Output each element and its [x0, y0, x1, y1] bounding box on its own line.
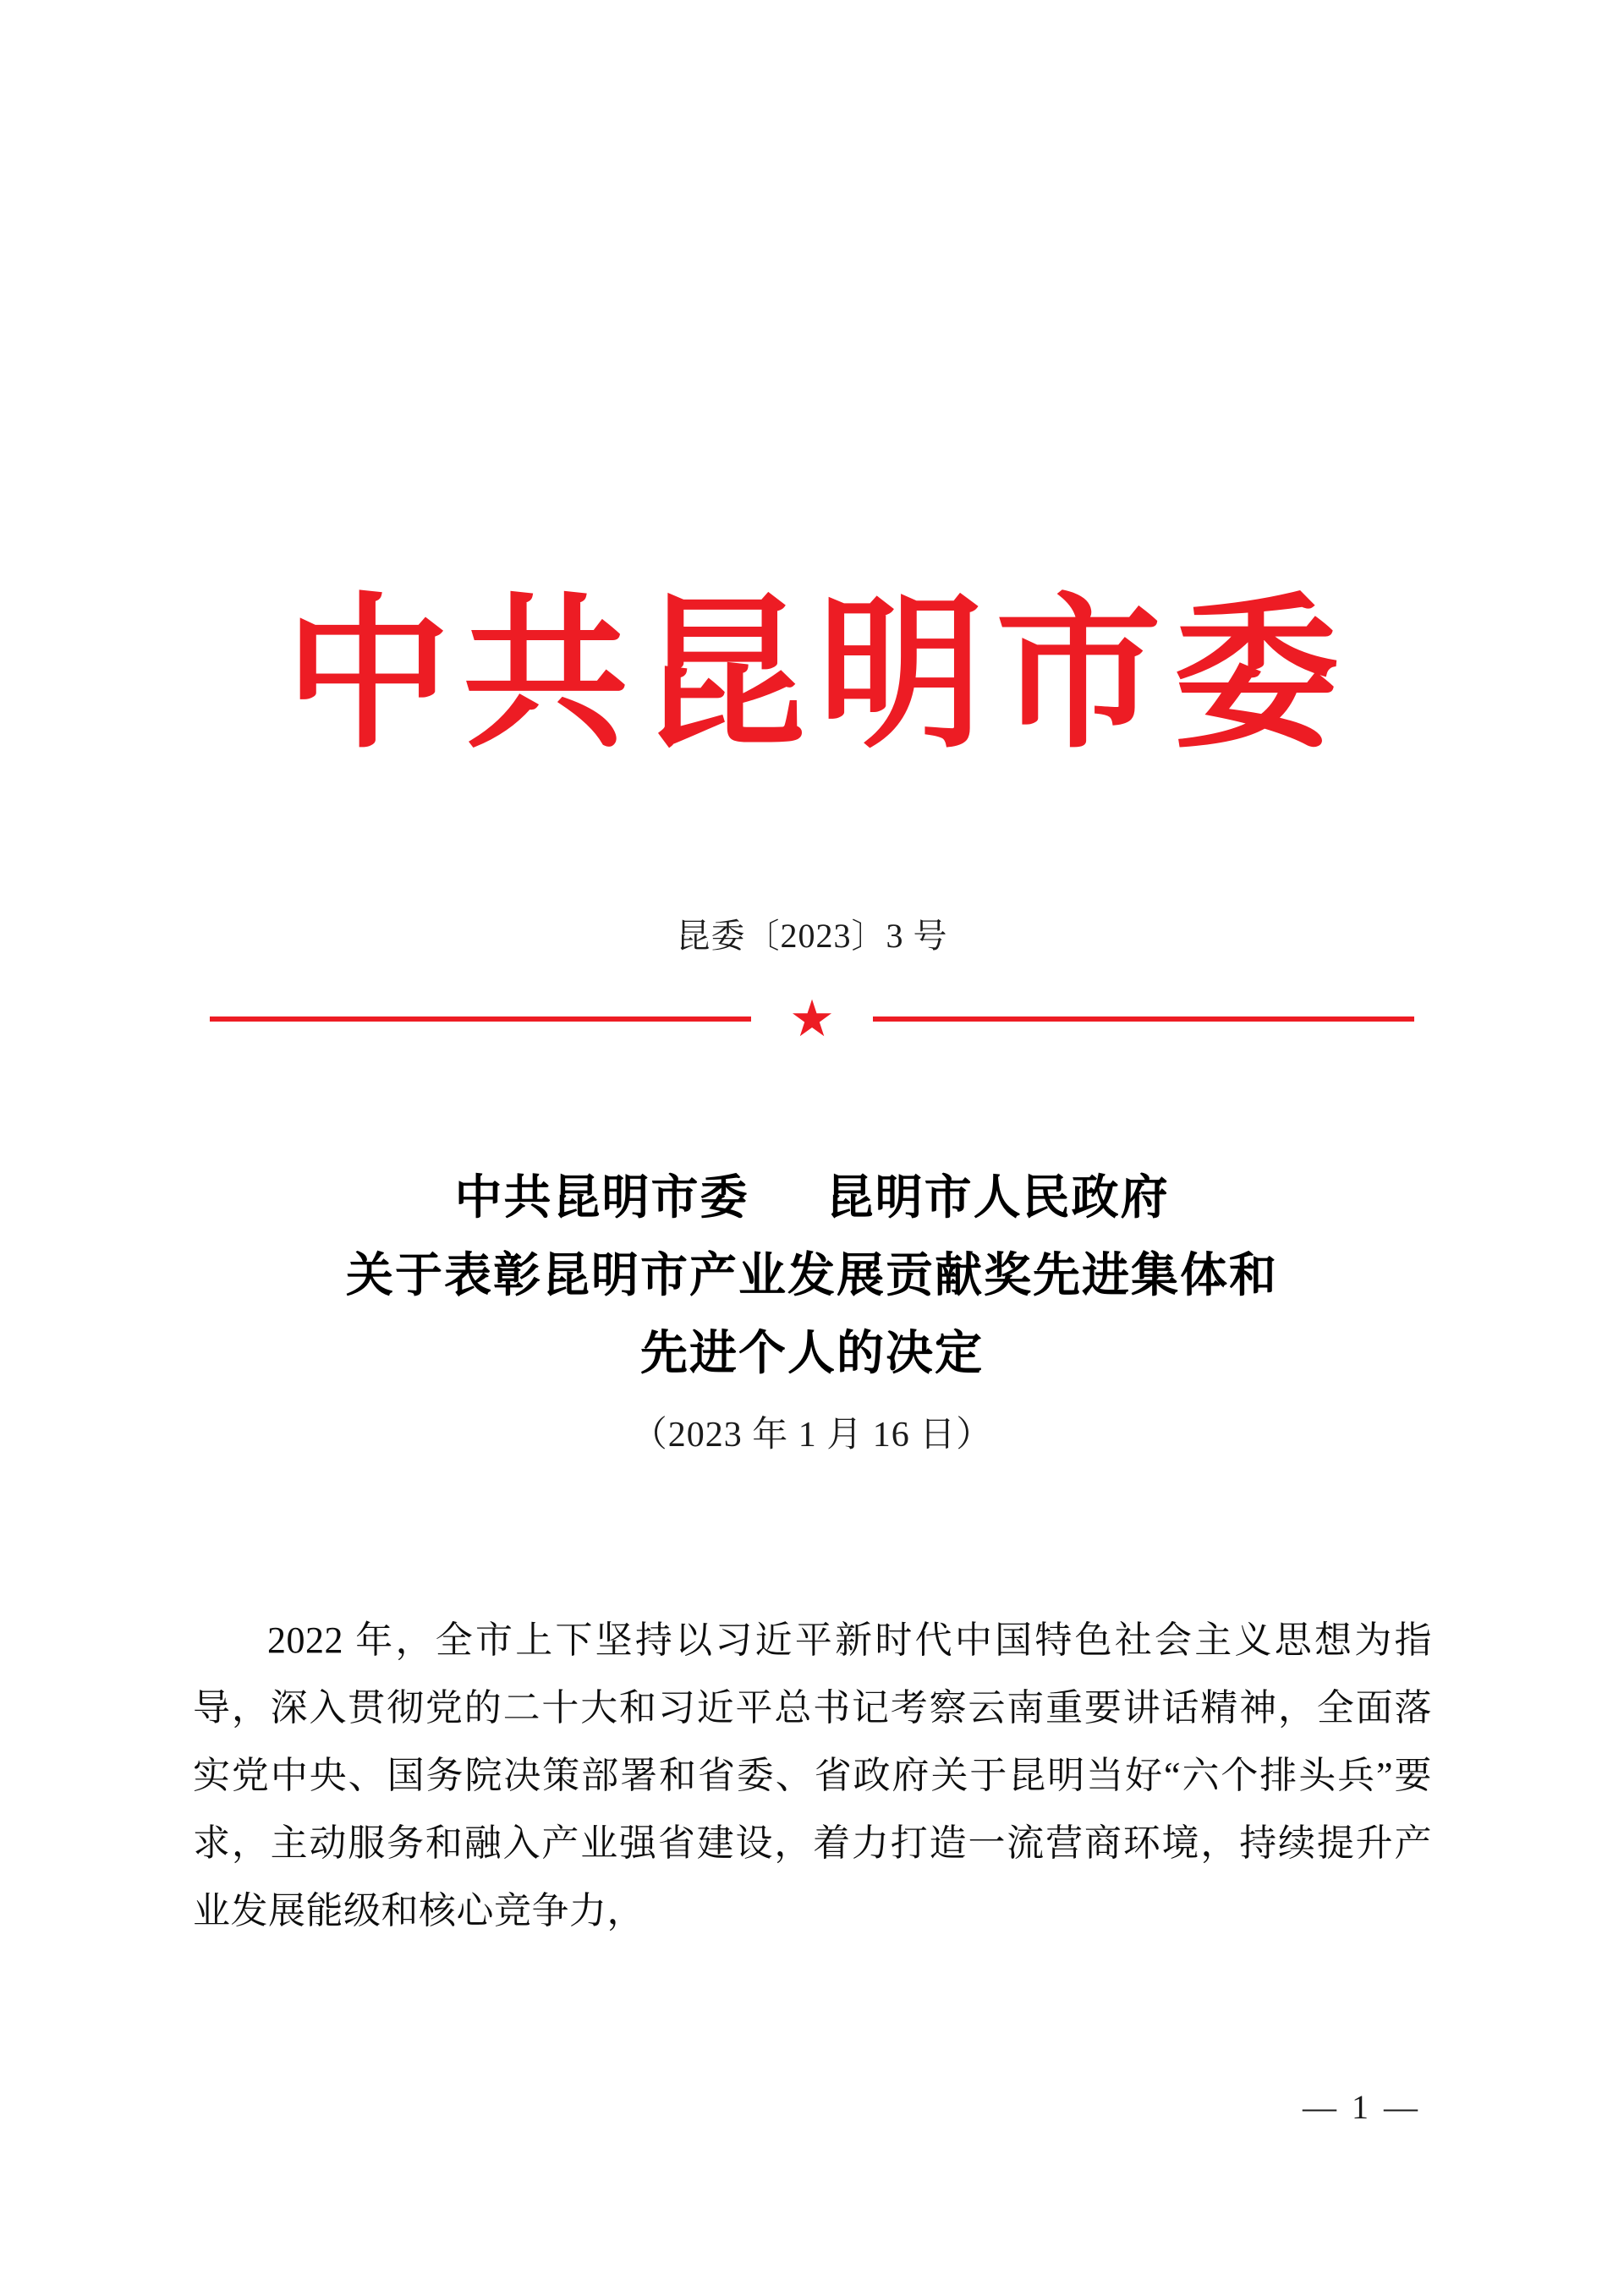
- document-number: 昆委〔2023〕3 号: [676, 917, 948, 955]
- masthead: [0, 582, 1624, 767]
- rule-line-left: [210, 1016, 751, 1022]
- title-issuer-government: 昆明市人民政府: [826, 1170, 1170, 1224]
- body-paragraph-1: 2022 年，全市上下坚持以习近平新时代中国特色社会主义思想为指导，深入贯彻党的二十大和习近平总书记考察云南重要讲话精神，全面落实党中央、国务院决策部署和省委、省政府关于昆明当好“六个排头兵”要求，主动服务和融入产业强省建设，着力打造一流营商环境，持续提升产业发展能级和核心竞争力，: [193, 1619, 1432, 1932]
- page-number: — 1 —: [1303, 2088, 1421, 2126]
- red-separator-rule: [210, 991, 1414, 1047]
- masthead-title: 中共昆明市委: [284, 582, 1351, 767]
- title-date: （2023 年 1 月 16 日）: [631, 1416, 993, 1455]
- title-line-1: [178, 1159, 1446, 1236]
- document-body: [193, 1607, 1432, 1945]
- title-line-3: 先进个人的决定: [640, 1326, 984, 1379]
- rule-line-right: [873, 1016, 1414, 1022]
- title-issuer-party: 中共昆明市委: [454, 1170, 749, 1224]
- document-title-block: [178, 1159, 1446, 1460]
- title-line-2: 关于表彰昆明市产业发展贡献奖先进集体和: [346, 1248, 1278, 1301]
- red-star-icon: ★: [789, 991, 835, 1047]
